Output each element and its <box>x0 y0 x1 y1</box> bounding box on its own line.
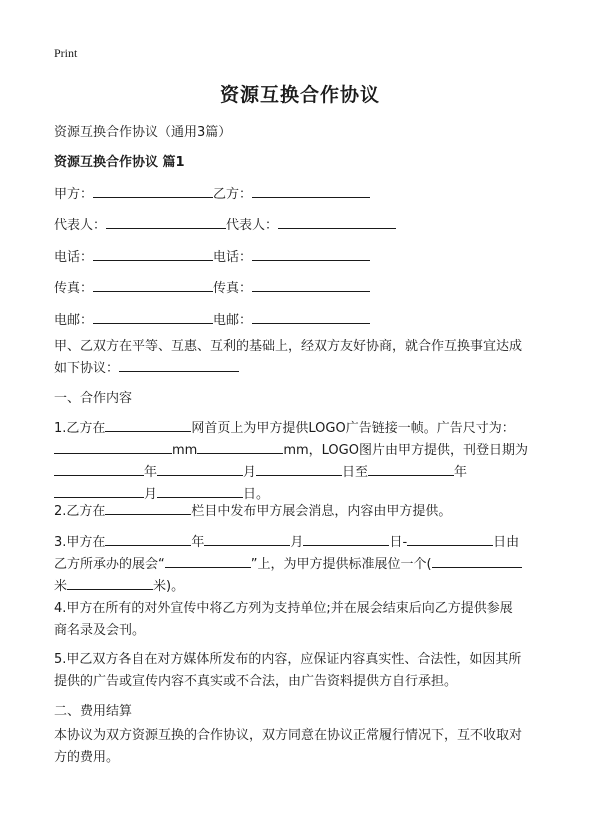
phone-a-blank <box>93 246 213 261</box>
email-b-label: 电邮： <box>213 313 253 328</box>
document-title: 资源互换合作协议 <box>219 84 380 106</box>
phone-a-label: 电话： <box>54 250 94 265</box>
width-blank <box>54 440 172 454</box>
fax-b-blank <box>252 277 370 292</box>
part-title: 资源互换合作协议 篇1 <box>54 155 185 170</box>
intro-line: 甲、乙双方在平等、互惠、互利的基础上，经双方友好协商，就合作互换事宜达成 <box>54 339 523 354</box>
width-blank <box>67 576 153 590</box>
email-a-label: 电邮： <box>54 313 94 328</box>
phone-b-blank <box>252 246 370 261</box>
rep-b-label: 代表人： <box>226 218 279 233</box>
clause-1: 1.乙方在 网首页上为甲方提供LOGO广告链接一帧。广告尺寸为： mm mm，LOGO图片由甲方提供，刊登日期为 年 月 日至 年 月 日。 <box>54 418 554 506</box>
intro-line: 如下协议： <box>54 358 554 380</box>
length-blank <box>432 554 522 568</box>
fax-a-blank <box>93 277 213 292</box>
party-row <box>54 309 370 328</box>
party-b-label: 乙方： <box>213 187 253 202</box>
email-b-blank <box>252 309 370 324</box>
intro-paragraph <box>54 336 554 380</box>
day-blank <box>303 532 389 546</box>
exhibition-blank <box>165 554 251 568</box>
party-row <box>54 246 370 265</box>
party-row <box>54 277 370 296</box>
party-a-label: 甲方： <box>54 187 94 202</box>
rep-b-blank <box>278 214 396 229</box>
month-blank <box>204 532 290 546</box>
day-blank <box>256 462 342 476</box>
height-blank <box>197 440 283 454</box>
website-blank <box>105 418 191 432</box>
clause-5: 5.甲乙双方各自在对方媒体所发布的内容，应保证内容真实性、合法性，如因其所 提供的广告或宣传内容不真实或不合法，由广告资料提供方自行承担。 <box>54 652 522 689</box>
print-link[interactable]: Print <box>54 46 78 60</box>
party-a-blank <box>93 183 213 198</box>
month-blank <box>54 484 144 498</box>
intro-blank <box>119 358 239 372</box>
fax-a-label: 传真： <box>54 281 94 296</box>
rep-a-blank <box>106 214 226 229</box>
month-blank <box>157 462 243 476</box>
section-heading: 一、合作内容 <box>54 391 133 406</box>
rep-a-label: 代表人： <box>54 218 107 233</box>
email-a-blank <box>93 309 213 324</box>
document-subtitle: 资源互换合作协议（通用3篇） <box>54 125 232 140</box>
fax-b-label: 传真： <box>213 281 253 296</box>
column-blank <box>105 501 191 515</box>
party-row <box>54 214 396 233</box>
section-heading: 二、费用结算 <box>54 704 133 719</box>
party-b-blank <box>252 183 370 198</box>
year-blank <box>105 532 191 546</box>
clause-4: 4.甲方在所有的对外宣传中将乙方列为支持单位;并在展会结束后向乙方提供参展 商名录及会刊。 <box>54 601 513 638</box>
fees-paragraph: 本协议为双方资源互换的合作协议，双方同意在协议正常履行情况下，互不收取对 方的费用。 <box>54 728 523 765</box>
year-blank <box>54 462 144 476</box>
clause-3: 3.甲方在 年 月 日- 日由 乙方所承办的展会“ ”上，为甲方提供标准展位一个( 米 米)。 <box>54 532 554 598</box>
clause-2: 2.乙方在 栏目中发布甲方展会消息，内容由甲方提供。 <box>54 501 554 523</box>
day-blank <box>407 532 493 546</box>
party-row <box>54 183 370 202</box>
phone-b-label: 电话： <box>213 250 253 265</box>
year-blank <box>368 462 454 476</box>
day-blank <box>157 484 243 498</box>
